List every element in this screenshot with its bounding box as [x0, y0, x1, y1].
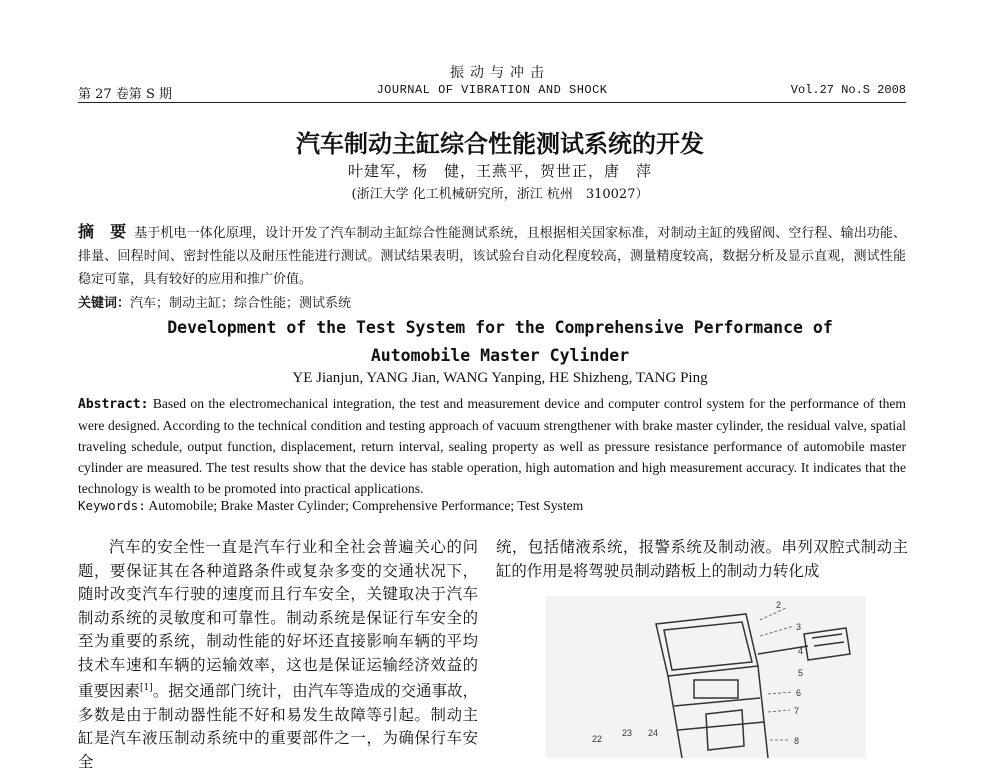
body-left-text-2: 。据交通部门统计，由汽车等造成的交通事故，多数是由于制动器性能不好和易发生故障等引起。制动主缸是汽车液压制动系统中的重要部件之一，为确保行车安全: [78, 682, 478, 771]
paper-title-en-line1: Development of the Test System for the Comprehensive Performance of: [167, 318, 833, 337]
abstract-cn: [78, 220, 906, 291]
affiliation-cn: (浙江大学 化工机械研究所，浙江 杭州 310027）: [351, 187, 649, 202]
journal-title-cn: 振动与冲击: [450, 65, 550, 81]
body-left-column: [78, 536, 478, 774]
abstract-cn-label: 摘 要: [78, 222, 127, 241]
abstract-en-text: Based on the electromechanical integration, the test and measurement device and computer control system for the performance of them were designed. According to the technical condition and testing approach of vacuum strengthener with brake master cylinder, the residual valve, spatial traveling schedule, output function, displacement, return interval, sealing property as well as pressure resistance performance of automobile master cylinder are measured. The test results show that the device has stable operation, high automation and high measurement accuracy. It indicates that the technology is wealth to be promoted into practical applications.: [78, 396, 906, 496]
paper-title-en: [60, 314, 940, 370]
issue-label: 第 27 卷第 S 期: [78, 87, 172, 102]
authors-en: YE Jianjun, YANG Jian, WANG Yanping, HE Shizheng, TANG Ping: [292, 370, 708, 386]
figure-label: 2: [776, 600, 782, 610]
paper-title-cn: 汽车制动主缸综合性能测试系统的开发: [296, 130, 704, 158]
keywords-cn-label: 关键词：: [78, 296, 131, 311]
master-cylinder-figure: [546, 596, 866, 758]
running-header: [78, 83, 906, 103]
figure-label: 22: [592, 734, 603, 744]
figure-label: 7: [794, 706, 800, 716]
figure-label: 3: [796, 622, 802, 632]
figure-label: 24: [648, 728, 659, 738]
keywords-cn: [78, 292, 906, 311]
paper-title-en-line2: Automobile Master Cylinder: [370, 346, 630, 365]
journal-title-en: JOURNAL OF VIBRATION AND SHOCK: [376, 83, 608, 97]
header-rule: [78, 102, 906, 103]
keywords-cn-text: 汽车；制动主缸；综合性能；测试系统: [130, 296, 352, 311]
abstract-cn-text: 基于机电一体化原理，设计开发了汽车制动主缸综合性能测试系统，且根据相关国家标准，对制动主缸的残留阀、空行程、输出功能、排量、回程时间、密封性能以及耐压性能进行测试。测试结果表明，该试验台自动化程度较高，测量精度较高，数据分析及显示直观，测试性能稳定可靠，具有较好的应用和推广价值。: [78, 226, 906, 287]
figure-label: 6: [796, 688, 802, 698]
figure-label: 4: [798, 646, 804, 656]
body-right-text: 统，包括储液系统，报警系统及制动液。串列双腔式制动主缸的作用是将驾驶员制动踏板上的制动力转化成: [496, 538, 908, 580]
keywords-en-text: Automobile; Brake Master Cylinder; Comprehensive Performance; Test System: [148, 498, 584, 513]
abstract-en: [78, 393, 906, 499]
figure-label: 23: [622, 728, 633, 738]
figure-label: 8: [794, 736, 800, 746]
citation-ref: [1]: [139, 683, 153, 693]
body-left-text-1: 汽车的安全性一直是汽车行业和全社会普遍关心的问题，要保证其在各种道路条件或复杂多变的交通状况下，随时改变汽车行驶的速度而且行车安全，关键取决于汽车制动系统的灵敏度和可靠性。制动系统是保证行车安全的至为重要的系统，制动性能的好坏还直接影响车辆的平均技术车速和车辆的运输效率，这也是保证运输经济效益的重要因素: [78, 538, 478, 701]
figure-label: 5: [798, 668, 804, 678]
body-right-column: [496, 536, 908, 583]
keywords-en-label: Keywords:: [78, 498, 146, 513]
volume-label: Vol.27 No.S 2008: [790, 83, 906, 97]
authors-cn: 叶建军，杨 健，王燕平，贺世正，唐 萍: [347, 162, 652, 180]
abstract-en-label: Abstract:: [78, 397, 149, 412]
keywords-en: [78, 498, 906, 514]
